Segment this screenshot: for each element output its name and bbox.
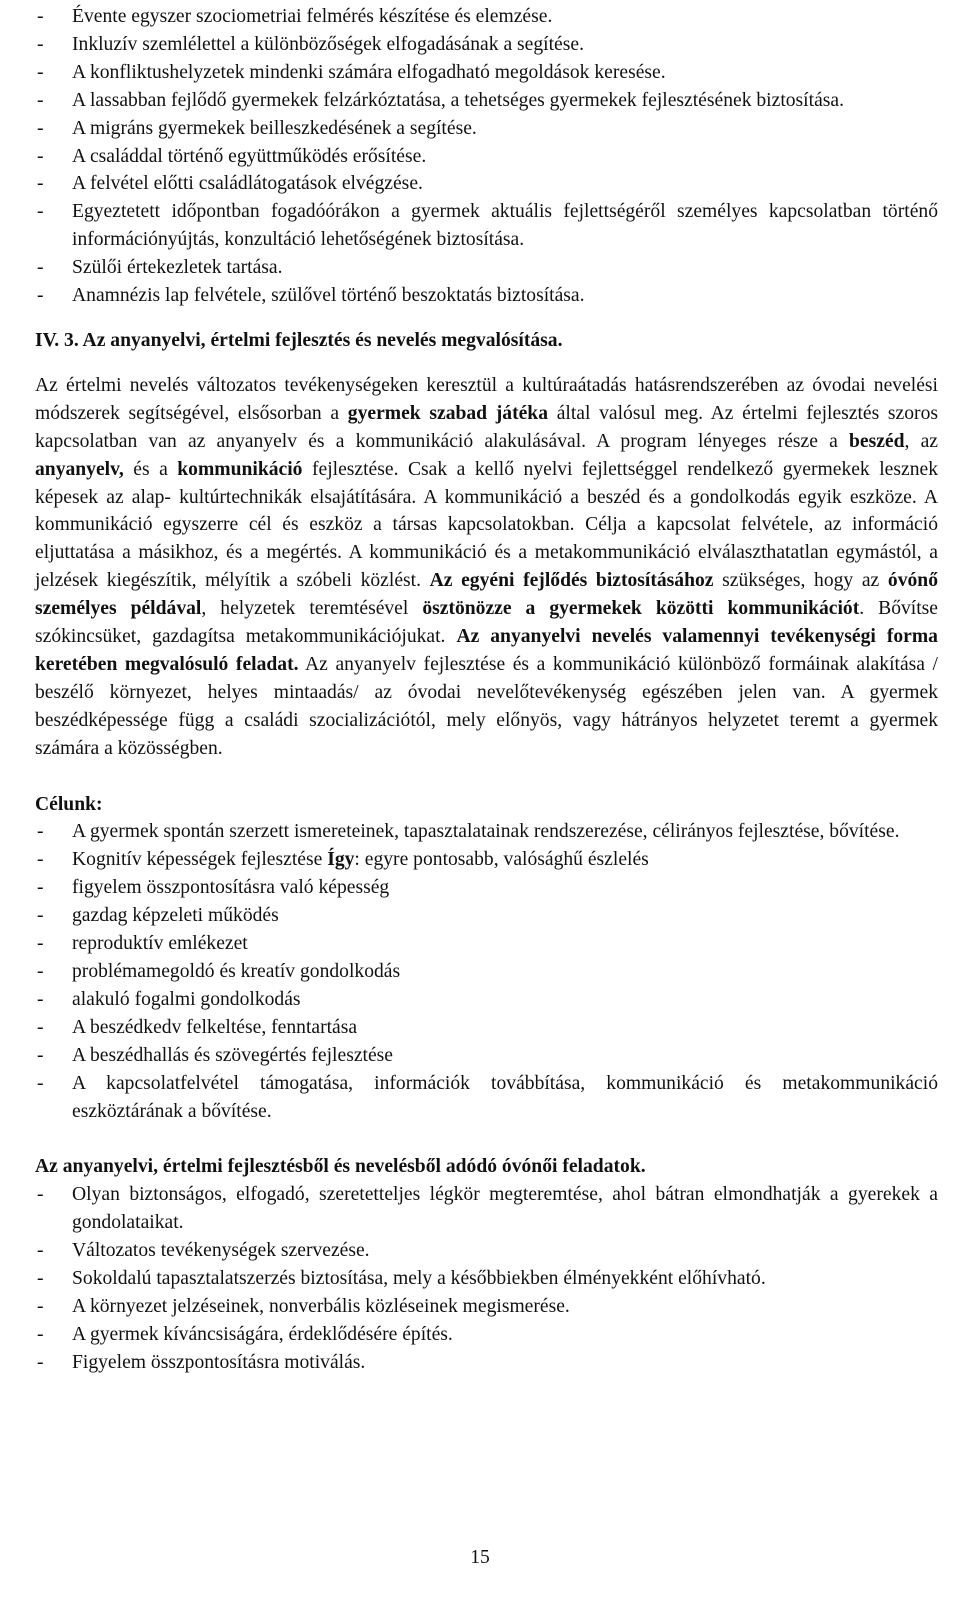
tasks-heading: Az anyanyelvi, értelmi fejlesztésből és nevelésből adódó óvónői feladatok. <box>35 1156 646 1178</box>
list-item <box>35 59 938 87</box>
list-dash: - <box>37 933 44 955</box>
list-dash: - <box>37 1351 44 1373</box>
list-dash: - <box>37 145 44 167</box>
list-item-text: A családdal történő együttműködés erősítése. <box>72 145 427 167</box>
goals-list <box>35 818 938 1125</box>
tasks-list <box>35 1181 938 1376</box>
list-item-text: A beszédhallás és szövegértés fejlesztése <box>72 1044 393 1066</box>
intro-list <box>35 3 938 310</box>
list-item-text: figyelem összpontosításra való képesség <box>72 877 390 899</box>
list-item-text: A gyermek kíváncsiságára, érdeklődésére építés. <box>72 1323 453 1345</box>
list-item <box>35 1237 938 1265</box>
list-dash: - <box>37 285 44 307</box>
bold-phrase: Az anyanyelvi nevelés valamennyi tevékenységi forma keretében megvalósuló feladat. <box>35 626 938 675</box>
list-dash: - <box>37 33 44 55</box>
list-dash: - <box>37 1072 44 1094</box>
list-item <box>35 986 938 1014</box>
list-item <box>35 1181 938 1237</box>
list-dash: - <box>37 1240 44 1262</box>
list-dash: - <box>37 1323 44 1345</box>
list-item-text: Évente egyszer szociometriai felmérés készítése és elemzése. <box>72 6 553 27</box>
list-dash: - <box>37 117 44 139</box>
list-item-text: Inkluzív szemlélettel a különbözőségek elfogadásának a segítése. <box>72 33 584 55</box>
list-item <box>35 1070 938 1126</box>
list-dash: - <box>37 173 44 195</box>
bold-phrase: kommunikáció <box>177 458 303 480</box>
list-dash: - <box>37 1184 44 1206</box>
list-item-text: Egyeztetett időpontban fogadóórákon a gyermek aktuális fejlettségéről személyes kapcsolatban történő információnyújtás, konzultáció lehetőségének biztosítása. <box>72 201 938 251</box>
list-item-text: gazdag képzeleti működés <box>72 905 279 927</box>
list-item <box>35 1349 938 1377</box>
list-item-text: A beszédkedv felkeltése, fenntartása <box>72 1016 358 1038</box>
list-item-text: alakuló fogalmi gondolkodás <box>72 988 301 1010</box>
list-item <box>35 1042 938 1070</box>
list-item-text: A környezet jelzéseinek, nonverbális közléseinek megismerése. <box>72 1295 570 1317</box>
list-item <box>35 902 938 930</box>
list-dash: - <box>37 905 44 927</box>
list-item <box>35 3 938 31</box>
list-dash: - <box>37 849 44 871</box>
list-dash: - <box>37 89 44 111</box>
list-item-text: Olyan biztonságos, elfogadó, szeretetteljes légkör megteremtése, ahol bátran elmondhatják a gyerekek a gondolataikat. <box>72 1184 938 1234</box>
list-dash: - <box>37 6 44 27</box>
list-item-text: A gyermek spontán szerzett ismereteinek, tapasztalatainak rendszerezése, célirányos fejlesztése, bővítése. <box>72 821 900 843</box>
list-item-text: problémamegoldó és kreatív gondolkodás <box>72 961 401 982</box>
list-item <box>35 1014 938 1042</box>
list-dash: - <box>37 1295 44 1317</box>
list-dash: - <box>37 1044 44 1066</box>
list-dash: - <box>37 201 44 223</box>
bold-phrase: beszéd <box>849 430 905 452</box>
body-paragraph: Az értelmi nevelés változatos tevékenységeken keresztül a kultúraátadás hatásrendszerében az óvodai nevelési módszerek segítségével, elsősorban a gyermek szabad játéka által valósul meg. Az értelmi fejlesztés szoros kapcsolatban van az anyanyelv és a kommunikáció alakulásával. A program lényeges része a beszéd, az anyanyelv, és a kommunikáció fejlesztése. Csak a kellő nyelvi fejlettséggel rendelkező gyermekek lesznek képesek az alap- kultúrtechnikák elsajátítására. A kommunikáció a beszéd és a gondolkodás egyik eszköze. A kommunikáció egyszerre cél és eszköz a társas kapcsolatokban. Célja a kapcsolat felvétele, az információ eljuttatása a másikhoz, és a megértés. A kommunikáció és a metakommunikáció elválaszthatatlan egymástól, a jelzések kiegészítik, mélyítik a szóbeli közlést. Az egyéni fejlődés biztosításához szükséges, hogy az óvónő személyes példával, helyzetek teremtésével ösztönözze a gyermekek közötti kommunikációt. Bővítse szókincsüket, gazdagítsa metakommunikációjukat. Az anyanyelvi nevelés valamennyi tevékenységi forma keretében megvalósuló feladat. Az anyanyelv fejlesztése és a kommunikáció különböző formáinak alakítása / beszélő környezet, helyes mintaadás/ az óvodai nevelőtevékenység egészében jelen van. A gyermek beszédképessége függ a családi szocializációtól, mely előnyös, vagy hátrányos helyzetet teremt a gyermek számára a közösségben. <box>35 374 939 759</box>
list-item-text: A migráns gyermekek beilleszkedésének a segítése. <box>72 117 477 139</box>
list-item <box>35 31 938 59</box>
list-item <box>35 874 938 902</box>
bold-phrase: anyanyelv, <box>35 458 124 480</box>
list-dash: - <box>37 877 44 899</box>
list-dash: - <box>37 821 44 843</box>
list-item <box>35 930 938 958</box>
list-item-text: Anamnézis lap felvétele, szülővel történő beszoktatás biztosítása. <box>72 285 585 307</box>
list-item-text: Szülői értekezletek tartása. <box>72 257 283 279</box>
list-dash: - <box>37 988 44 1010</box>
bold-phrase: óvónő személyes példával <box>35 570 938 620</box>
list-dash: - <box>37 61 44 83</box>
list-item <box>35 1265 938 1293</box>
bold-phrase: gyermek szabad játéka <box>347 402 549 424</box>
list-item <box>35 198 938 254</box>
list-item-text: Sokoldalú tapasztalatszerzés biztosítása, mely a későbbiekben élményekként előhívható. <box>72 1268 766 1290</box>
list-item <box>35 170 938 198</box>
list-item <box>35 818 938 846</box>
bold-phrase: ösztönözze a gyermekek közötti kommunikációt <box>422 598 860 620</box>
list-item <box>35 1321 938 1349</box>
list-item <box>35 254 938 282</box>
list-item <box>35 143 938 171</box>
list-item-text: reproduktív emlékezet <box>72 933 248 955</box>
list-item <box>35 282 938 310</box>
page-number: 15 <box>470 1547 490 1568</box>
list-item-text: A felvétel előtti családlátogatások elvégzése. <box>72 173 423 195</box>
list-item <box>35 846 938 874</box>
list-item <box>35 958 938 986</box>
list-dash: - <box>37 961 44 982</box>
list-item-text: Figyelem összpontosításra motiválás. <box>72 1351 366 1373</box>
list-dash: - <box>37 257 44 279</box>
list-item-text: A konfliktushelyzetek mindenki számára elfogadható megoldások keresése. <box>72 61 666 83</box>
list-item <box>35 115 938 143</box>
bold-phrase: Az egyéni fejlődés biztosításához <box>429 570 714 592</box>
list-item-text: Változatos tevékenységek szervezése. <box>72 1240 370 1262</box>
list-dash: - <box>37 1016 44 1038</box>
list-item-text: A lassabban fejlődő gyermekek felzárkóztatása, a tehetséges gyermekek fejlesztésének biztosítása. <box>72 89 844 111</box>
list-item-text: Kognitív képességek fejlesztése Így: egyre pontosabb, valósághű észlelés <box>72 849 649 871</box>
list-item <box>35 87 938 115</box>
list-item-text: A kapcsolatfelvétel támogatása, információk továbbítása, kommunikáció és metakommunikáció eszköztárának a bővítése. <box>72 1072 938 1122</box>
list-item <box>35 1293 938 1321</box>
celunk-heading: Célunk: <box>35 793 103 815</box>
list-dash: - <box>37 1268 44 1290</box>
section-heading: IV. 3. Az anyanyelvi, értelmi fejlesztés és nevelés megvalósítása. <box>35 329 563 351</box>
bold-phrase: Így <box>327 849 355 871</box>
